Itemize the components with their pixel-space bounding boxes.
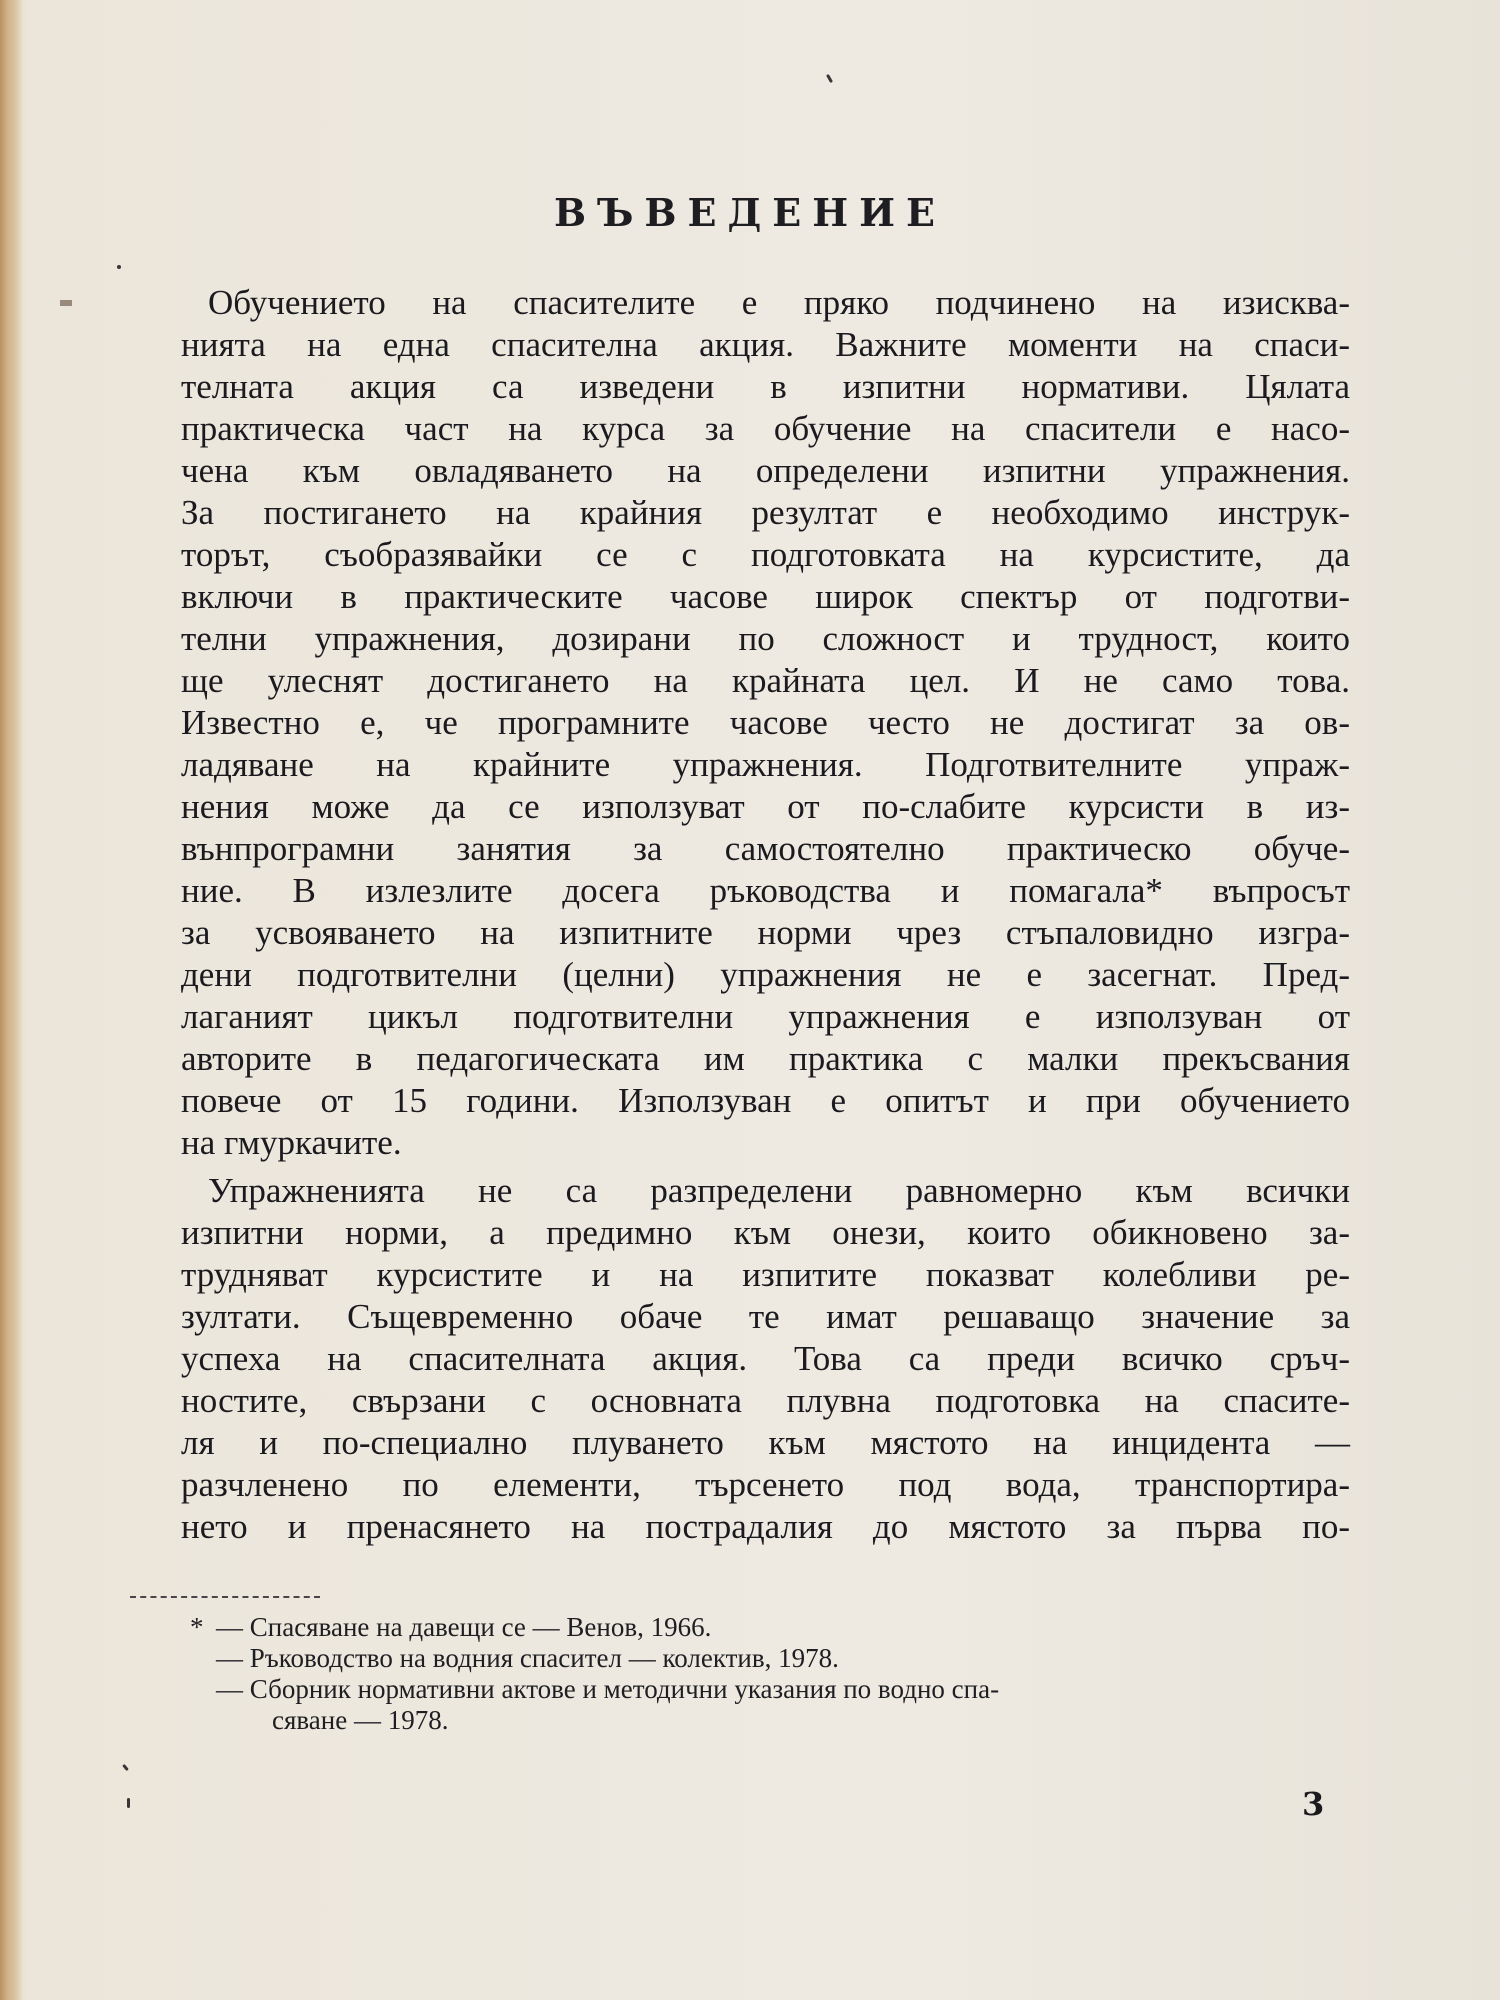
footnote-item: — Ръководство на водния спасител — колектив, 1978.	[216, 1643, 839, 1673]
body-text	[155, 282, 1350, 1554]
text-line: авторите в педагогическата им практика с малки прекъсвания	[181, 1039, 1350, 1078]
paper-speck	[122, 1764, 129, 1771]
text-line: включи в практическите часове широк спектър от подготви-	[181, 577, 1350, 616]
text-line: телната акция са изведени в изпитни нормативи. Цялата	[181, 367, 1350, 406]
paragraph-2	[155, 1170, 1350, 1548]
text-line: практическа част на курса за обучение на спасители е насо-	[181, 409, 1350, 448]
text-line: чена към овладяването на определени изпитни упражнения.	[181, 451, 1350, 490]
text-line: За постигането на крайния резултат е необходимо инструк-	[181, 493, 1350, 532]
text-line: Обучението на спасителите е пряко подчинено на изисква-	[208, 283, 1350, 322]
text-line: трудняват курсистите и на изпитите показват колебливи ре-	[181, 1255, 1350, 1294]
paper-speck	[826, 74, 833, 83]
text-line: вънпрограмни занятия за самостоятелно практическо обуче-	[181, 829, 1350, 868]
footnote-text: — Спасяване на давещи се — Венов, 1966.	[216, 1612, 712, 1642]
text-line: ностите, свързани с основната плувна подготовка на спасите-	[181, 1381, 1350, 1420]
text-line: Упражненията не са разпределени равномерно към всички	[208, 1171, 1350, 1210]
text-line: лаганият цикъл подготвителни упражнения е използуван от	[181, 997, 1350, 1036]
text-line: нения може да се използуват от по-слабите курсисти в из-	[181, 787, 1350, 826]
text-line: ще улеснят достигането на крайната цел. И не само това.	[181, 661, 1350, 700]
spine-mark	[60, 300, 72, 306]
paper-speck	[117, 265, 121, 269]
footnotes	[190, 1612, 1340, 1736]
text-line: ля и по-специално плуването към мястото на инцидента —	[181, 1423, 1350, 1462]
text-line: ние. В излезлите досега ръководства и помагала* въпросът	[181, 871, 1350, 910]
chapter-heading: ВЪВЕДЕНИЕ	[553, 190, 947, 235]
text-line: успеха на спасителната акция. Това са преди всичко сръч-	[181, 1339, 1350, 1378]
footnote-item	[190, 1612, 1340, 1643]
footnote-divider	[130, 1596, 320, 1598]
text-line: ладяване на крайните упражнения. Подготвителните упраж-	[181, 745, 1350, 784]
text-line: торът, съобразявайки се с подготовката на курсистите, да	[181, 535, 1350, 574]
text-line: разчленено по елементи, търсенето под вода, транспортира-	[181, 1465, 1350, 1504]
text-line: Известно е, че програмните часове често не достигат за ов-	[181, 703, 1350, 742]
paragraph-1	[155, 282, 1350, 1164]
footnote-item: — Сборник нормативни актове и методични указания по водно спа-	[216, 1674, 1000, 1704]
text-line: нията на една спасителна акция. Важните моменти на спаси-	[181, 325, 1350, 364]
text-line: изпитни норми, а предимно към онези, които обикновено за-	[181, 1213, 1350, 1252]
text-line: на гмуркачите.	[181, 1123, 402, 1162]
footnote-marker: *	[190, 1612, 204, 1642]
paper-speck	[127, 1798, 130, 1808]
text-line: за усвояването на изпитните норми чрез стъпаловидно изгра-	[181, 913, 1350, 952]
footnote-continuation: сяване — 1978.	[272, 1705, 449, 1735]
text-line: телни упражнения, дозирани по сложност и трудност, които	[181, 619, 1350, 658]
text-line: повече от 15 години. Използуван е опитът и при обучението	[181, 1081, 1350, 1120]
page-number: 3	[1302, 1785, 1325, 1823]
text-line: дени подготвителни (целни) упражнения не е засегнат. Пред-	[181, 955, 1350, 994]
text-line: нето и пренасянето на пострадалия до мястото за първа по-	[181, 1507, 1350, 1546]
text-line: зултати. Същевременно обаче те имат решаващо значение за	[181, 1297, 1350, 1336]
page-binding-edge	[0, 0, 22, 2000]
